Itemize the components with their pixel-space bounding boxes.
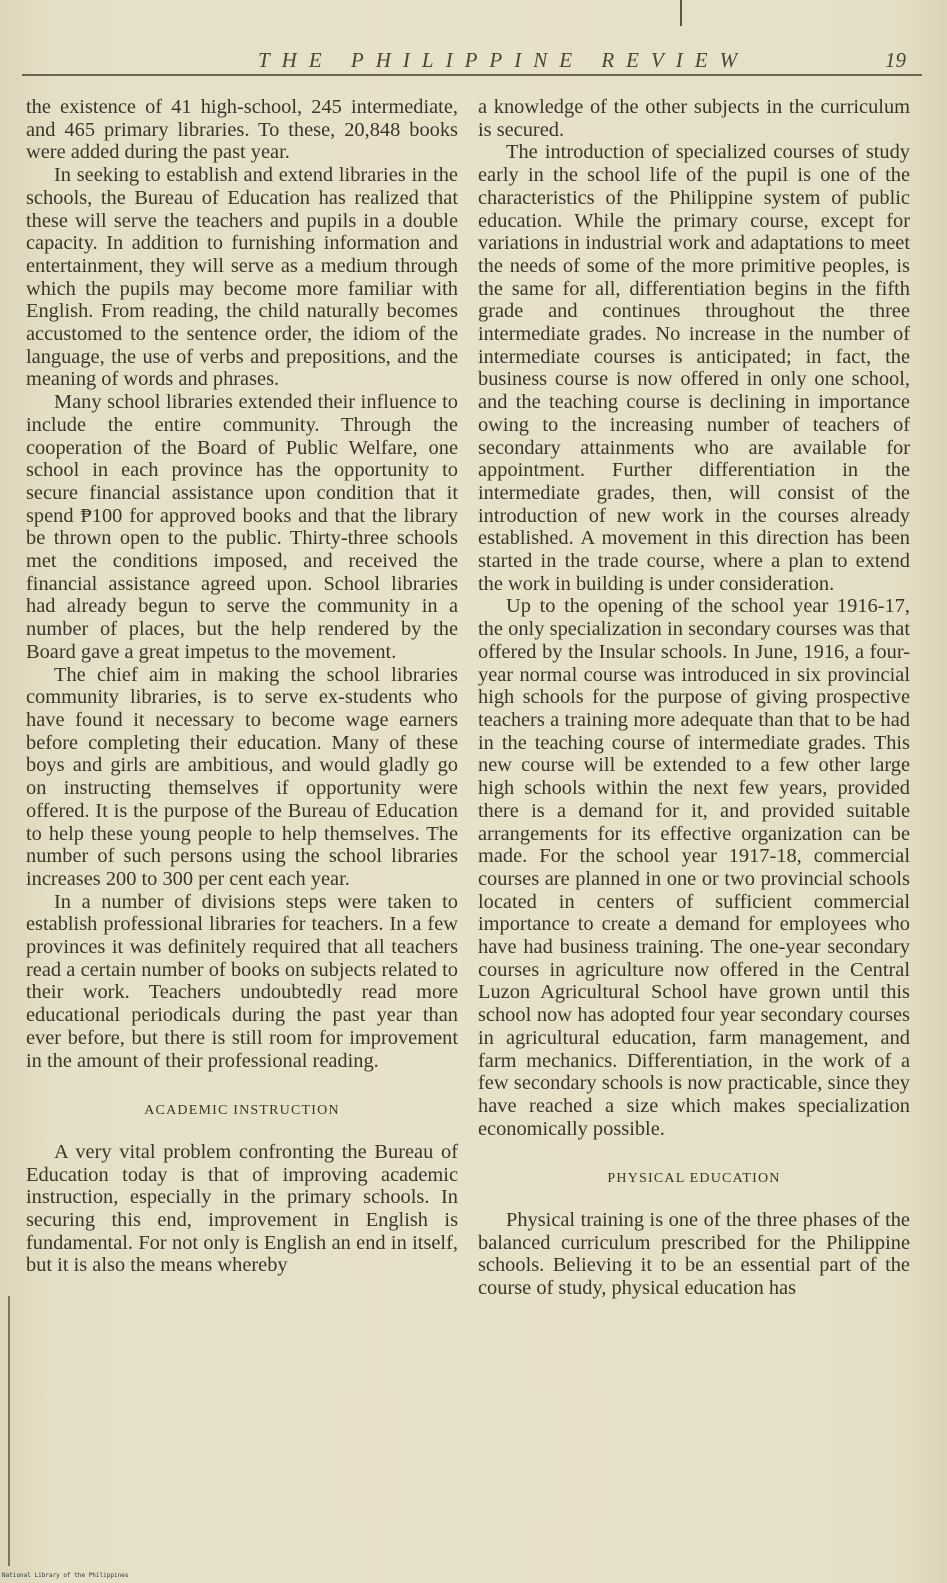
journal-title: THE PHILIPPINE REVIEW — [258, 48, 750, 72]
footer-credit: National Library of the Philippines — [2, 1572, 129, 1579]
right-column — [478, 96, 910, 1300]
section-heading: ACADEMIC INSTRUCTION — [144, 1103, 340, 1119]
paragraph: The chief aim in making the school libraries community libraries, is to serve ex-students who have found it necessary to become wage earners before completing their education. Many of these boys and girls are ambitious, and would gladly go on instructing themselves if opportunity were offered. It is the purpose of the Bureau of Education to help these young people to help themselves. The number of such persons using the school libraries increases 200 to 300 per cent each year. — [26, 663, 458, 890]
paragraph: In seeking to establish and extend libraries in the schools, the Bureau of Education has realized that these will serve the teachers and pupils in a double capacity. In addition to furnishing information and entertainment, they will serve as a medium through which the pupils may become more familiar with English. From reading, the child naturally becomes accustomed to the sentence order, the idiom of the language, the use of verbs and prepositions, and the meaning of words and phrases. — [26, 164, 458, 391]
paragraph: Physical training is one of the three phases of the balanced curriculum prescribed for the Philippine schools. Believing it to be an essential part of the course of study, physical education has — [478, 1209, 910, 1300]
page-number: 19 — [885, 48, 906, 72]
paragraph: The introduction of specialized courses of study early in the school life of the pupil is one of the characteristics of the Philippine system of public education. While the primary course, except for variations in industrial work and adaptations to meet the needs of some of the more primitive peoples, is the same for all, differentiation begins in the fifth grade and continues throughout the three intermediate grades. No increase in the number of intermediate courses is anticipated; in fact, the business course is now offered in only one school, and the teaching course is declining in importance owing to the increasing number of teachers of secondary attainments who are available for appointment. Further differentiation in the intermediate grades, then, will consist of the introduction of new work in the courses already established. A movement in this direction has been started in the trade course, where a plan to extend the work in building is under consideration. — [478, 141, 910, 595]
paragraph: the existence of 41 high-school, 245 intermediate, and 465 primary libraries. To these, 20,848 books were added during the past year. — [26, 96, 458, 164]
running-header — [0, 46, 947, 76]
page-mark — [680, 0, 682, 26]
paragraph: Many school libraries extended their influence to include the entire community. Through the cooperation of the Board of Public Welfare, one school in each province has the opportunity to secure financial assistance upon condition that it spend ₱100 for approved books and that the library be thrown open to the public. Thirty-three schools met the conditions imposed, and received the financial assistance agreed upon. School libraries had already begun to serve the community in a number of places, but the help rendered by the Board gave a great impetus to the movement. — [26, 391, 458, 663]
paragraph: Up to the opening of the school year 1916-17, the only specialization in secondary courses was that offered by the Insular schools. In June, 1916, a four-year normal course was introduced in six provincial high schools for the purpose of giving prospective teachers a training more adequate than that to be had in the teaching course of intermediate grades. This new course will be extended to a few other large high schools within the next few years, provided there is a demand for it, and provided suitable arrangements for its effective organization can be made. For the school year 1917-18, commercial courses are planned in one or two provincial schools located in centers of sufficient commercial importance to create a demand for employees who have had business training. The one-year secondary courses in agriculture now offered in the Central Luzon Agricultural School have grown until this school now has adopted four year secondary courses in agricultural education, farm management, and farm mechanics. Differentiation, in the work of a few secondary schools is now practicable, since they have reached a size which makes specialization economically possible. — [478, 595, 910, 1140]
header-rule — [22, 74, 922, 76]
paragraph: A very vital problem confronting the Bureau of Education today is that of improving academic instruction, especially in the primary schools. In securing this end, improvement in English is fundamental. For not only is English an end in itself, but it is also the means whereby — [26, 1140, 458, 1277]
section-heading: PHYSICAL EDUCATION — [607, 1171, 781, 1187]
paragraph: In a number of divisions steps were taken to establish professional libraries for teachers. In a few provinces it was definitely required that all teachers read a certain number of books on subjects related to their work. Teachers undoubtedly read more educational periodicals during the past year than ever before, but there is still room for improvement in the amount of their professional reading. — [26, 890, 458, 1072]
left-column — [26, 96, 458, 1277]
paragraph: a knowledge of the other subjects in the curriculum is secured. — [478, 96, 910, 141]
margin-line — [8, 1296, 10, 1566]
